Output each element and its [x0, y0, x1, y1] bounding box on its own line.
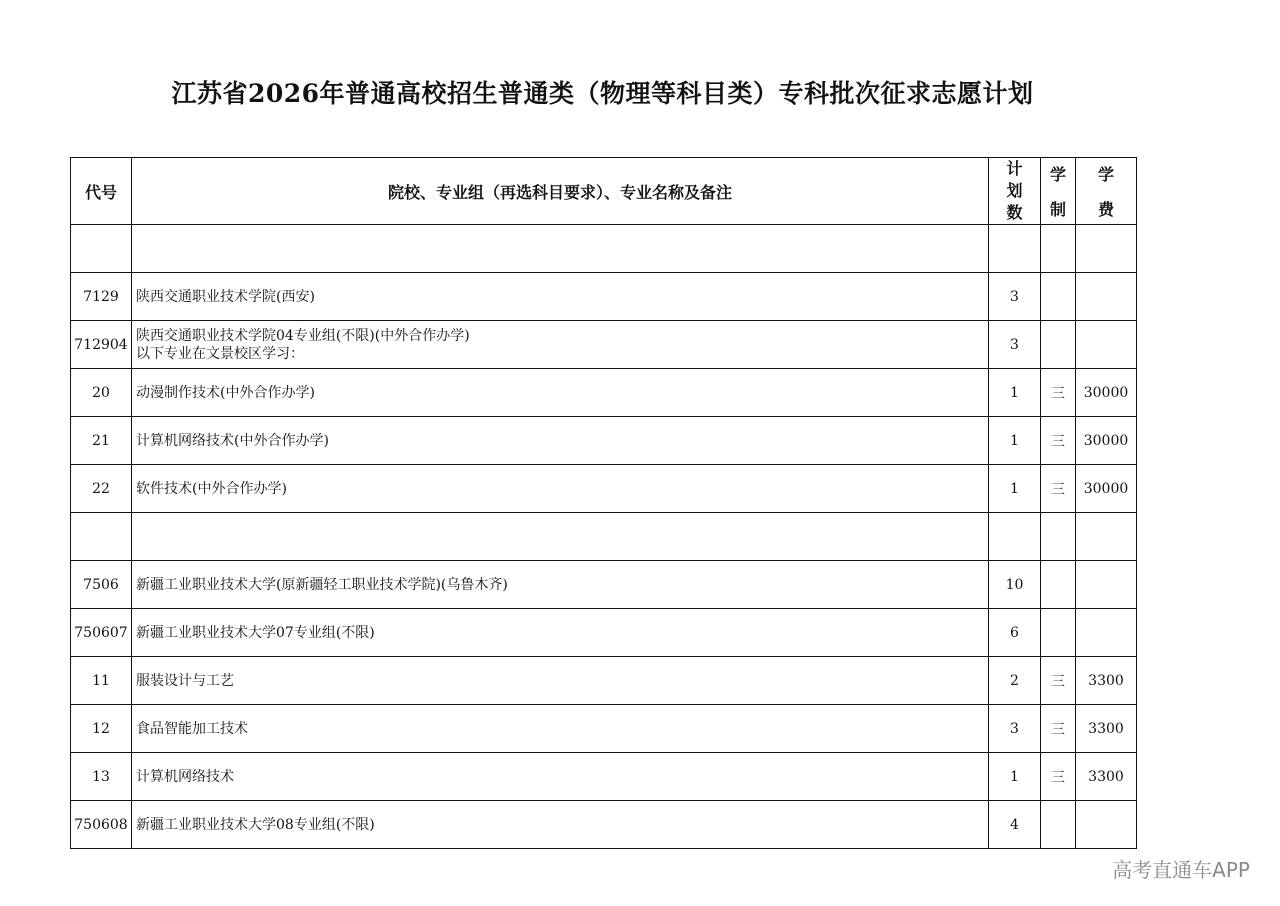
cell-duration: 三: [1041, 369, 1076, 417]
cell-code: 750608: [71, 801, 132, 849]
cell-duration: [1041, 561, 1076, 609]
name-line: 服装设计与工艺: [136, 672, 234, 689]
cell-duration: 三: [1041, 753, 1076, 801]
cell-duration: [1041, 273, 1076, 321]
table-row: [71, 225, 1137, 273]
name-line: 计算机网络技术: [136, 768, 234, 785]
name-line: 陕西交通职业技术学院04专业组(不限)(中外合作办学): [136, 327, 470, 344]
name-line: 软件技术(中外合作办学): [136, 480, 287, 497]
cell-name: [132, 273, 989, 321]
cell-fee: [1076, 609, 1137, 657]
cell-code: [71, 225, 132, 273]
header-duration: [1041, 158, 1076, 225]
cell-count: 3: [989, 273, 1041, 321]
cell-code: [71, 513, 132, 561]
cell-duration: [1041, 513, 1076, 561]
cell-code: 20: [71, 369, 132, 417]
table-row: [71, 417, 1137, 465]
cell-count: 4: [989, 801, 1041, 849]
name-line: 计算机网络技术(中外合作办学): [136, 432, 329, 449]
cell-name: [132, 801, 989, 849]
cell-duration: [1041, 609, 1076, 657]
table-row: [71, 705, 1137, 753]
cell-count: 10: [989, 561, 1041, 609]
cell-fee: [1076, 513, 1137, 561]
cell-duration: 三: [1041, 657, 1076, 705]
cell-count: 1: [989, 753, 1041, 801]
cell-duration: 三: [1041, 705, 1076, 753]
header-code: 代号: [71, 158, 132, 225]
cell-fee: [1076, 321, 1137, 369]
cell-name: [132, 417, 989, 465]
table-header-row: [71, 158, 1137, 225]
header-plan-count-char: 划: [1006, 181, 1023, 200]
cell-fee: 3300: [1076, 753, 1137, 801]
name-line: 食品智能加工技术: [136, 720, 248, 737]
table-row: [71, 513, 1137, 561]
header-plan-count-char: 数: [1006, 203, 1023, 222]
name-line: 新疆工业职业技术大学08专业组(不限): [136, 816, 375, 833]
cell-code: 22: [71, 465, 132, 513]
name-note-line: 以下专业在文景校区学习：: [136, 345, 304, 362]
table-row: [71, 321, 1137, 369]
table-row: [71, 753, 1137, 801]
cell-duration: 三: [1041, 417, 1076, 465]
cell-code: 750607: [71, 609, 132, 657]
name-line: 陕西交通职业技术学院(西安): [136, 288, 315, 305]
cell-name: [132, 369, 989, 417]
cell-name: [132, 321, 989, 369]
cell-count: 1: [989, 369, 1041, 417]
cell-count: 3: [989, 321, 1041, 369]
cell-code: 7506: [71, 561, 132, 609]
table-row: [71, 369, 1137, 417]
cell-duration: 三: [1041, 465, 1076, 513]
cell-name: [132, 657, 989, 705]
cell-name: [132, 225, 989, 273]
cell-name: [132, 513, 989, 561]
cell-count: 6: [989, 609, 1041, 657]
cell-fee: 3300: [1076, 657, 1137, 705]
table-row: [71, 801, 1137, 849]
header-duration-char: 学: [1049, 165, 1066, 184]
table-row: [71, 609, 1137, 657]
cell-count: 3: [989, 705, 1041, 753]
cell-name: [132, 465, 989, 513]
cell-code: 11: [71, 657, 132, 705]
name-line: 新疆工业职业技术大学07专业组(不限): [136, 624, 375, 641]
cell-count: 1: [989, 417, 1041, 465]
watermark-text: 高考直通车APP: [1112, 858, 1250, 882]
cell-fee: [1076, 225, 1137, 273]
cell-duration: [1041, 801, 1076, 849]
header-tuition-char: 学: [1097, 165, 1114, 184]
table-row: [71, 273, 1137, 321]
header-plan-count: [989, 158, 1041, 225]
cell-code: 7129: [71, 273, 132, 321]
cell-fee: [1076, 801, 1137, 849]
cell-name: [132, 609, 989, 657]
header-plan-count-char: 计: [1006, 159, 1023, 178]
cell-fee: [1076, 273, 1137, 321]
cell-count: [989, 513, 1041, 561]
header-tuition: [1076, 158, 1137, 225]
header-duration-char: 制: [1049, 200, 1066, 219]
enrollment-plan-table: [70, 157, 1137, 849]
table-row: [71, 465, 1137, 513]
cell-code: 21: [71, 417, 132, 465]
cell-name: [132, 753, 989, 801]
cell-duration: [1041, 225, 1076, 273]
cell-count: 1: [989, 465, 1041, 513]
header-tuition-char: 费: [1097, 200, 1114, 219]
cell-fee: 30000: [1076, 369, 1137, 417]
cell-name: [132, 561, 989, 609]
cell-duration: [1041, 321, 1076, 369]
cell-code: 12: [71, 705, 132, 753]
page-title: 江苏省2026年普通高校招生普通类（物理等科目类）专科批次征求志愿计划: [171, 79, 1034, 108]
cell-code: 13: [71, 753, 132, 801]
header-name: 院校、专业组（再选科目要求）、专业名称及备注: [132, 158, 989, 225]
name-line: 新疆工业职业技术大学(原新疆轻工职业技术学院)(乌鲁木齐): [136, 576, 508, 593]
table-row: [71, 561, 1137, 609]
cell-fee: 30000: [1076, 465, 1137, 513]
name-line: 动漫制作技术(中外合作办学): [136, 384, 315, 401]
cell-count: [989, 225, 1041, 273]
cell-count: 2: [989, 657, 1041, 705]
table-row: [71, 657, 1137, 705]
cell-name: [132, 705, 989, 753]
cell-code: 712904: [71, 321, 132, 369]
cell-fee: 30000: [1076, 417, 1137, 465]
cell-fee: [1076, 561, 1137, 609]
cell-fee: 3300: [1076, 705, 1137, 753]
